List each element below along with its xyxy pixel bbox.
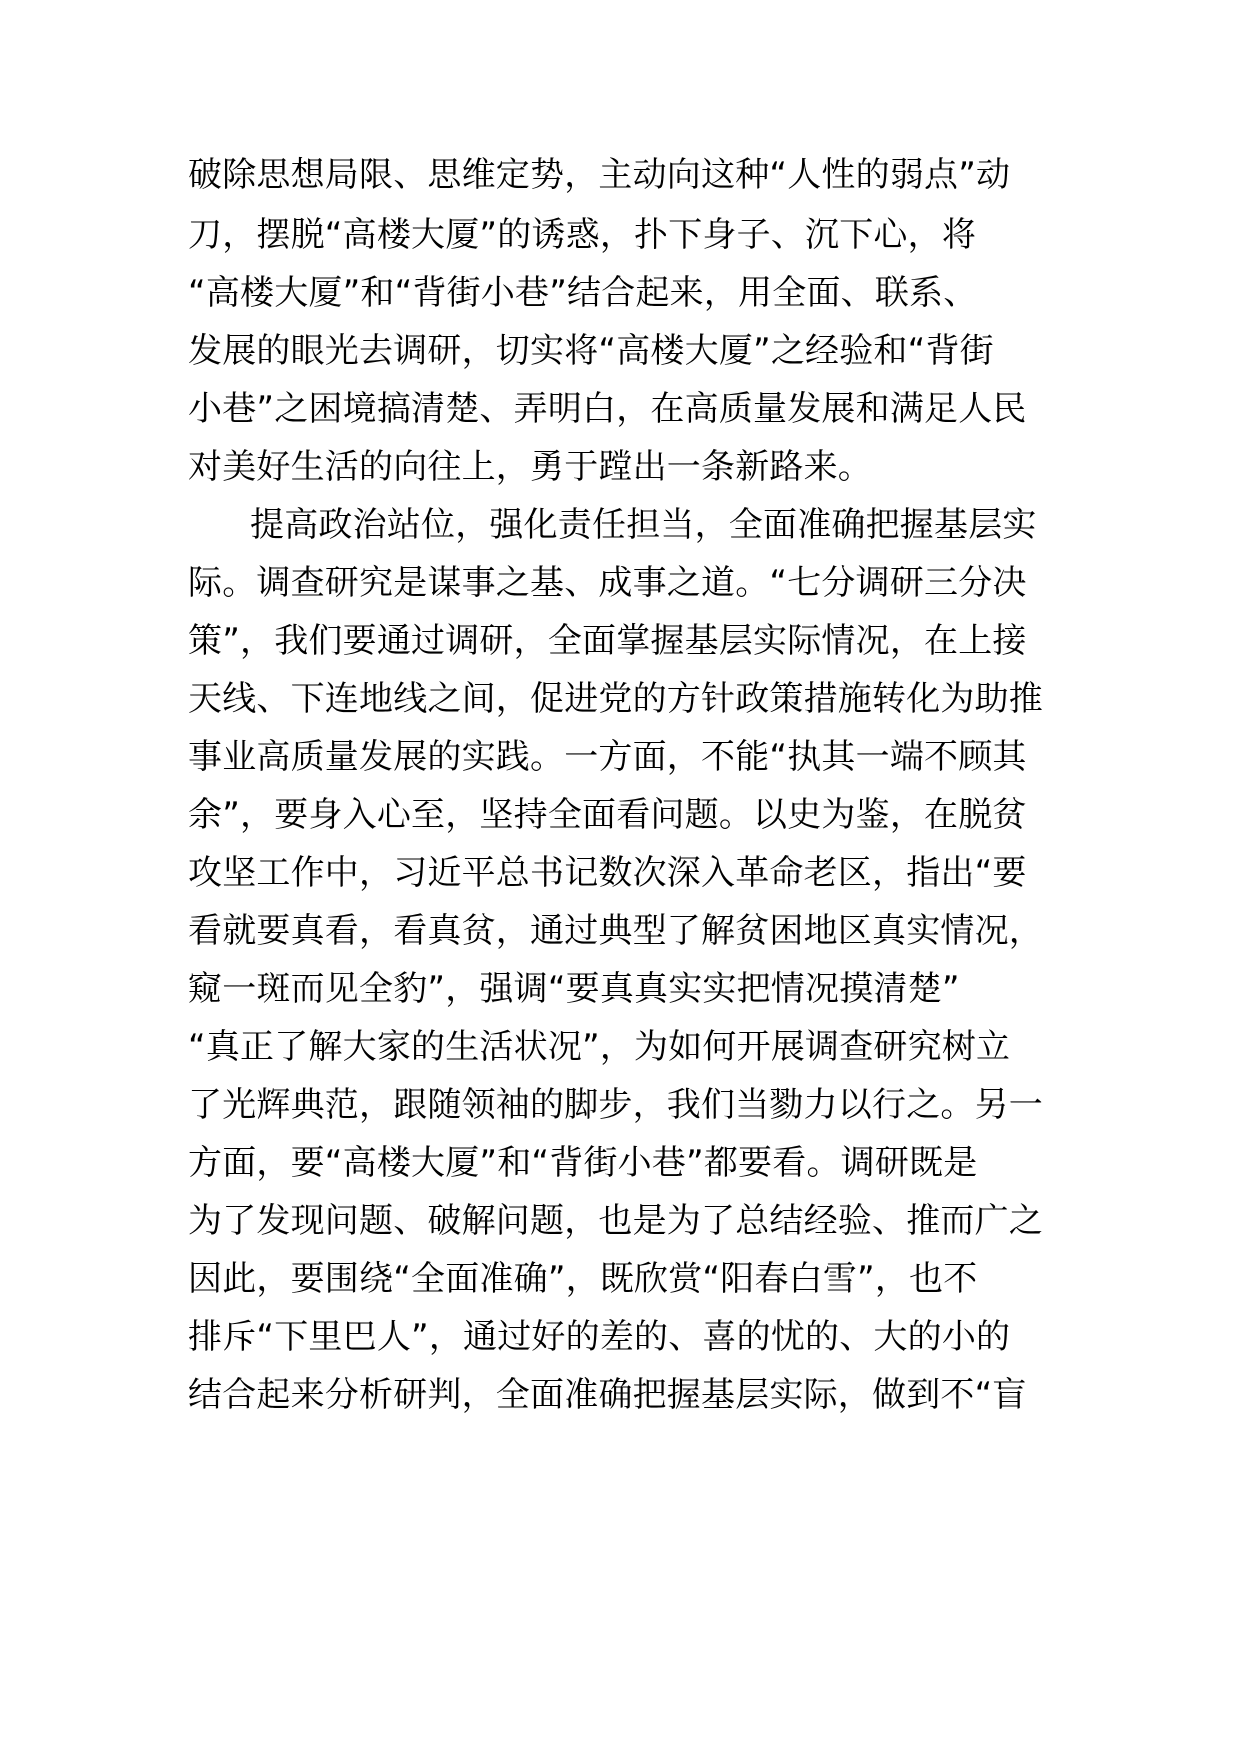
- text-line-16: “真正了解大家的生活状况”，为如何开展调查研究树立: [188, 1027, 1011, 1067]
- text-line-10: 天线、下连地线之间，促进党的方针政策措施转化为助推: [188, 679, 1043, 719]
- text-line-3: “高楼大厦”和“背街小巷”结合起来，用全面、联系、: [188, 273, 978, 313]
- text-line-18: 方面，要“高楼大厦”和“背街小巷”都要看。调研既是: [188, 1143, 978, 1183]
- text-line-12: 余”，要身入心至，坚持全面看问题。以史为鉴，在脱贫: [188, 795, 1027, 835]
- text-line-21: 排斥“下里巴人”，通过好的差的、喜的忧的、大的小的: [188, 1317, 1011, 1357]
- text-line-8: 际。调查研究是谋事之基、成事之道。“七分调研三分决: [188, 563, 1027, 603]
- text-line-2: 刀，摆脱“高楼大厦”的诱惑，扑下身子、沉下心，将: [188, 215, 977, 255]
- text-line-14: 看就要真看，看真贫，通过典型了解贫困地区真实情况，: [188, 911, 1043, 951]
- text-line-13: 攻坚工作中，习近平总书记数次深入革命老区，指出“要: [188, 853, 1027, 893]
- text-line-11: 事业高质量发展的实践。一方面，不能“执其一端不顾其: [188, 737, 1027, 777]
- text-line-6: 对美好生活的向往上，勇于蹚出一条新路来。: [188, 447, 872, 487]
- paragraph-2-line-1: 提高政治站位，强化责任担当，全面准确把握基层实: [250, 505, 1037, 545]
- text-line-17: 了光辉典范，跟随领袖的脚步，我们当勠力以行之。另一: [188, 1085, 1043, 1125]
- text-line-5: 小巷”之困境搞清楚、弄明白，在高质量发展和满足人民: [188, 389, 1027, 429]
- text-line-19: 为了发现问题、破解问题，也是为了总结经验、推而广之: [188, 1201, 1043, 1241]
- text-line-9: 策”，我们要通过调研，全面掌握基层实际情况，在上接: [188, 621, 1027, 661]
- text-line-15: 窥一斑而见全豹”，强调“要真真实实把情况摸清楚”: [188, 969, 960, 1009]
- text-line-4: 发展的眼光去调研，切实将“高楼大厦”之经验和“背街: [188, 331, 994, 371]
- text-line-20: 因此，要围绕“全面准确”，既欣赏“阳春白雪”，也不: [188, 1259, 978, 1299]
- text-line-1: 破除思想局限、思维定势，主动向这种“人性的弱点”动: [188, 155, 1011, 195]
- text-line-22: 结合起来分析研判，全面准确把握基层实际，做到不“盲: [188, 1375, 1027, 1415]
